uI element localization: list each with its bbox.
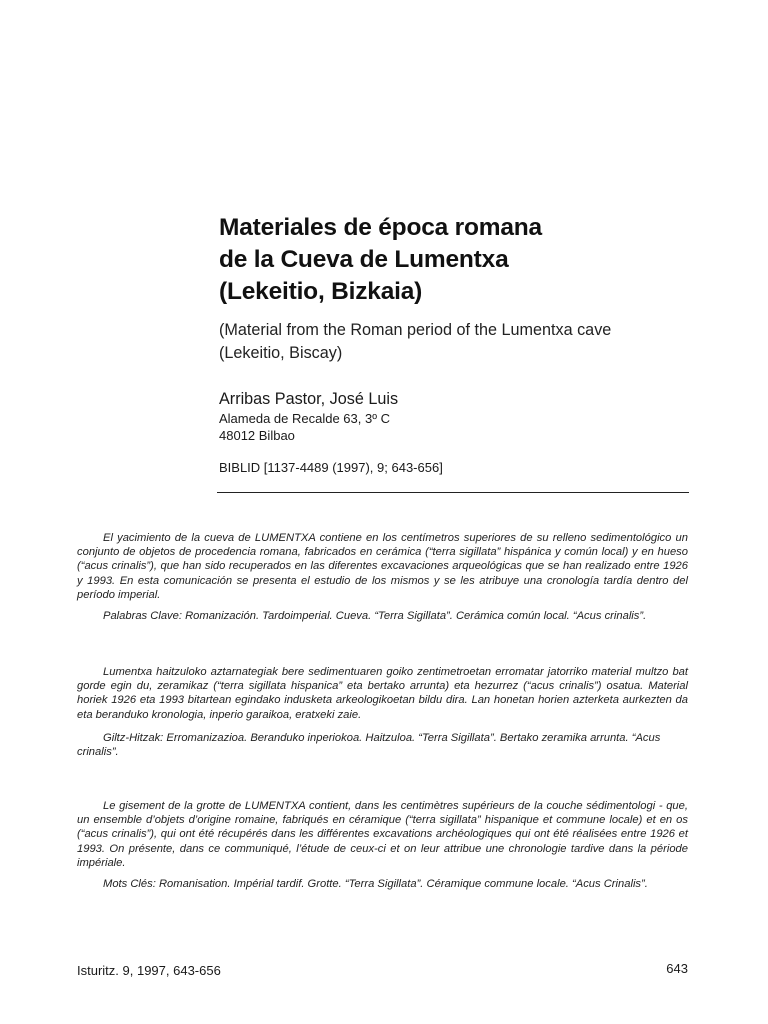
keywords-spanish-text: Palabras Clave: Romanización. Tardoimperial. Cueva. “Terra Sigillata”. Cerámica común local. “Acus crinalis”. [103, 610, 647, 622]
article-title [219, 212, 689, 308]
author-address [219, 410, 390, 444]
abstract-spanish-text: El yacimiento de la cueva de LUMENTXA contiene en los centímetros superiores de su relleno sedimentológico un conjunto de objetos de procedencia romana, fabricados en cerámica (“terra sigillata” hispánica y común local) y en hueso (“acus crinalis”), que han sido recuperados en las diferentes excavaciones arqueológicas que se han realizado entre 1926 y 1993. En esta comunicación se presenta el estudio de los mismos y se les atribuye una cronología tardía dentro del período imperial. [77, 532, 688, 601]
biblid-reference: BIBLID [1137-4489 (1997), 9; 643-656] [219, 460, 443, 475]
title-line-1: Materiales de época romana [219, 214, 542, 241]
keywords-spanish [77, 609, 688, 623]
abstract-basque [77, 665, 688, 722]
keywords-french-text: Mots Clés: Romanisation. Impérial tardif. Grotte. “Terra Sigillata”. Céramique commune locale. “Acus Crinalis”. [103, 878, 648, 890]
author-name: Arribas Pastor, José Luis [219, 390, 399, 408]
header-divider [217, 492, 689, 493]
subtitle-line-2: (Lekeitio, Biscay) [219, 344, 343, 362]
address-line-2: 48012 Bilbao [219, 428, 295, 443]
keywords-basque [77, 731, 688, 759]
page-number: 643 [666, 961, 688, 976]
address-line-1: Alameda de Recalde 63, 3º C [219, 411, 390, 426]
keywords-french [77, 877, 688, 891]
abstract-french-text: Le gisement de la grotte de LUMENTXA contient, dans les centimètres supérieurs de la couche sédimentologi - que, un ensemble d’objets d’origine romaine, fabriqués en céramique (“terra sigillata” hispanique et commune locale) et en os (“acus crinalis”), qui ont été récupérés dans les différentes excavations archéologiques qui ont été réalisées entre 1926 et 1993. On présente, dans ce communiqué, l’étude de ceux-ci et on leur attribue une chronologie tardive dans la période impériale. [77, 800, 688, 869]
title-line-2: de la Cueva de Lumentxa [219, 246, 509, 273]
keywords-basque-text: Giltz-Hitzak: Erromanizazioa. Beranduko inperiokoa. Haitzuloa. “Terra Sigillata”. Bertako zeramika arrunta. “Acus crinalis”. [77, 732, 661, 759]
abstract-french [77, 799, 688, 870]
subtitle-line-1: (Material from the Roman period of the Lumentxa cave [219, 321, 612, 339]
journal-citation: Isturitz. 9, 1997, 643-656 [77, 963, 221, 978]
abstract-basque-text: Lumentxa haitzuloko aztarnategiak bere sedimentuaren goiko zentimetroetan erromatar jatorriko material multzo bat gorde egin du, zeramikaz (“terra sigillata hispanica” eta bertako arrunta) eta hezurrez (“acus crinalis”) osatua. Material horiek 1926 eta 1993 bitartean egindako indusketa arkeologikoetan bildu dira. Lan honetan horien azterketa aurkezten da eta beranduko kronologia, inperio garaikoa, eratxeki zaie. [77, 666, 688, 721]
title-line-3: (Lekeitio, Bizkaia) [219, 278, 423, 305]
abstract-spanish [77, 531, 688, 602]
english-title [219, 319, 689, 365]
